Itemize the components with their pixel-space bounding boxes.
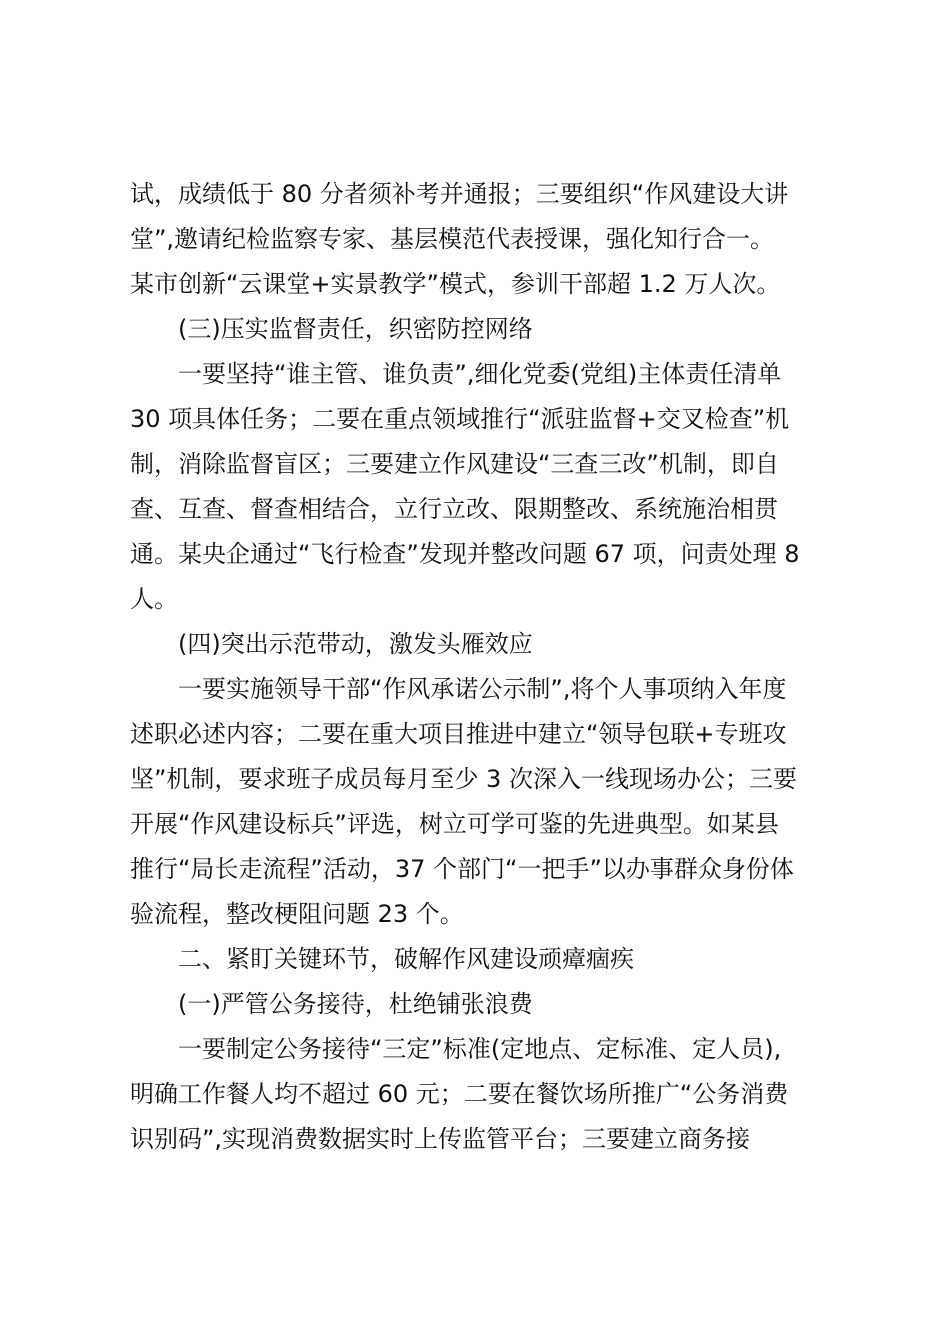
text-line-13: 述职必述内容；二要在重大项目推进中建立“领导包联+专班攻 xyxy=(130,720,787,748)
text-line-22: 识别码”,实现消费数据实时上传监管平台；三要建立商务接 xyxy=(130,1125,751,1153)
text-line-21: 明确工作餐人均不超过 60 元；二要在餐饮场所推广“公务消费 xyxy=(130,1080,789,1108)
text-line-7: 制，消除监督盲区；三要建立作风建设“三查三改”机制，即自 xyxy=(130,450,779,478)
text-line-2: 堂”,邀请纪检监察专家、基层模范代表授课，强化知行合一。 xyxy=(130,225,775,253)
text-line-14: 坚”机制，要求班子成员每月至少 3 次深入一线现场办公；三要 xyxy=(130,765,797,793)
chapter-heading-2: 二、紧盯关键环节，破解作风建设顽瘴痼疾 xyxy=(178,945,634,973)
section-heading-4: (四)突出示范带动，激发头雁效应 xyxy=(178,630,533,658)
text-line-9: 通。某央企通过“飞行检查”发现并整改问题 67 项，问责处理 8 xyxy=(130,540,800,568)
text-line-12: 一要实施领导干部“作风承诺公示制”,将个人事项纳入年度 xyxy=(178,675,787,703)
text-line-15: 开展“作风建设标兵”评选，树立可学可鉴的先进典型。如某县 xyxy=(130,810,779,838)
text-line-20: 一要制定公务接待“三定”标准(定地点、定标准、定人员), xyxy=(178,1035,782,1063)
section-heading-3: (三)压实监督责任，织密防控网络 xyxy=(178,315,533,343)
text-line-8: 查、互查、督查相结合，立行立改、限期整改、系统施治相贯 xyxy=(130,495,778,523)
text-line-1: 试，成绩低于 80 分者须补考并通报；三要组织“作风建设大讲 xyxy=(130,180,789,208)
text-line-6: 30 项具体任务；二要在重点领域推行“派驻监督+交叉检查”机 xyxy=(130,405,790,433)
text-line-3: 某市创新“云课堂+实景教学”模式，参训干部超 1.2 万人次。 xyxy=(130,270,781,298)
text-line-10: 人。 xyxy=(130,585,178,613)
text-line-5: 一要坚持“谁主管、谁负责”,细化党委(党组)主体责任清单 xyxy=(178,360,782,388)
section-heading-1: (一)严管公务接待，杜绝铺张浪费 xyxy=(178,990,533,1018)
text-line-17: 验流程，整改梗阻问题 23 个。 xyxy=(130,900,464,928)
text-line-16: 推行“局长走流程”活动，37 个部门“一把手”以办事群众身份体 xyxy=(130,855,794,883)
